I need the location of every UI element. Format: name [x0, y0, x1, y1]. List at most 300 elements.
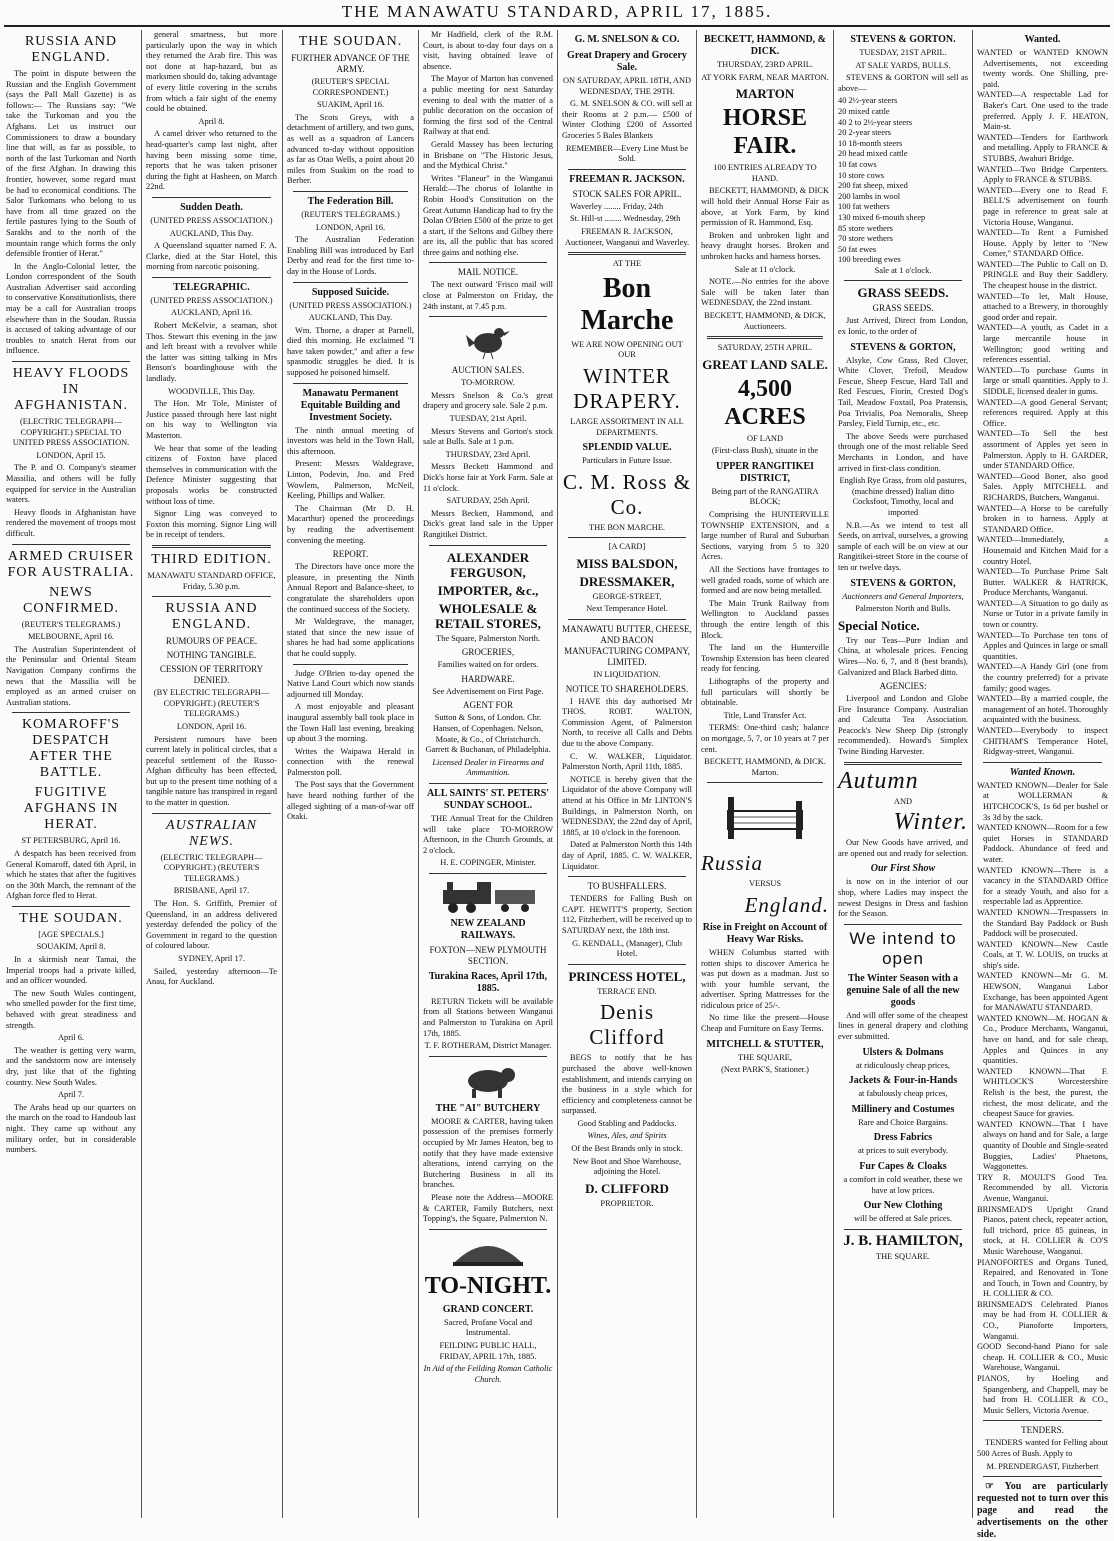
- column-5: [562, 30, 692, 1518]
- divider: [429, 783, 547, 784]
- headline: REPORT.: [332, 549, 369, 560]
- ad-text: M. PRENDERGAST, Fitzherbert: [986, 1461, 1099, 1471]
- ad-text: Comprising the HUNTERVILLE TOWNSHIP EXTENSION, and a large number of Rural and Suburban Sections, varying from 5 to 320 Acres.: [701, 510, 829, 562]
- ad-text: Sacred, Profane Vocal and Instrumental.: [443, 1317, 533, 1338]
- sale-date: TUESDAY, 21st April.: [449, 414, 527, 424]
- column-8: [977, 30, 1109, 1541]
- acres-title: 4,500 ACRES: [724, 375, 806, 430]
- ad-text: C. W. WALKER, Liquidator. Palmerston North, April 11th, 1885.: [562, 751, 692, 772]
- ad-text: SATURDAY, 25TH APRIL.: [717, 343, 813, 353]
- article-paragraph: The point in dispute between the Russian and the English Government (says the Pall Mall Gazette) is as follows:— The Russians say: "We take the Turkoman and you the Afghans. Let us instruct our Commissioners to draw a boundary line that will, as far as possible, to north of the last Turkoman and North of the first Afghan. In drawing this frontier, however, some regard must be had to economical conditions. The Salor Turkomans who belong to us have from all time grazed on the fertile pastures lying to the South of Sarakhs and to the north of the mountain range which forms the only defensible frontier of Herat.": [6, 69, 136, 259]
- headline: GROCERIES,: [461, 647, 515, 658]
- divider: [429, 1229, 547, 1230]
- divider: [429, 1056, 547, 1057]
- ad-text: TERRACE END.: [597, 986, 657, 996]
- stock-item: 20 2-year steers: [838, 128, 892, 138]
- special-notice-title: Special Notice.: [838, 617, 920, 633]
- balsdon-name: MISS BALSDON,: [576, 555, 678, 571]
- sale-date: SATURDAY, 25th April.: [446, 496, 530, 506]
- article-paragraph: The P. and O. Company's steamer Massilia, and others will be fully equipped for service in the Australian waters.: [6, 463, 136, 505]
- masthead-rule: [4, 25, 1110, 27]
- clifford-title: Denis Clifford: [589, 1000, 665, 1050]
- ad-text: LARGE ASSORTMENT IN ALL DEPARTMENTS.: [570, 416, 684, 437]
- divider: [568, 876, 686, 877]
- ad-text: THE BON MARCHE.: [588, 522, 666, 532]
- column-2: [146, 30, 277, 1518]
- wanted-known-ad: WANTED KNOWN—Room for a few quiet Horses in STANDARD Paddock. Abundance of feed and water.: [977, 823, 1108, 864]
- stock-list: [838, 96, 968, 266]
- ad-text: THE SQUARE.: [876, 1251, 930, 1261]
- headline: SPLENDID VALUE.: [582, 442, 672, 454]
- ad-text: No time like the present—House Cheap and Furniture on Easy Terms.: [701, 1013, 829, 1034]
- wanted-ad: WANTED or WANTED KNOWN Advertisements, not exceeding twenty words. One Shilling, pre-paid.: [977, 48, 1108, 89]
- headline: MITCHELL & STUTTER,: [706, 1038, 824, 1050]
- headline: Our First Show: [870, 863, 936, 875]
- dateline: BRISBANE, April 17.: [173, 886, 250, 896]
- wanted-ad: WANTED—To Purchase ten tons of Apples and Quinces in large or small quantities.: [977, 630, 1108, 661]
- ad-text: TERMS: One-third cash; balance on mortgage, 5, 7, or 10 years at 7 per cent.: [701, 723, 829, 754]
- stock-item: 100 breeding ewes: [838, 255, 901, 265]
- clifford-sign: D. CLIFFORD: [585, 1180, 669, 1196]
- ad-text: 100 ENTRIES ALREADY TO HAND.: [713, 163, 817, 183]
- wanted-ad: WANTED—To Sell the best assortment of Apples yet seen in Palmerston. Apply to H. GARDER, under STANDARD Office.: [977, 429, 1108, 471]
- ad-text: Sale at 1 o'clock.: [874, 265, 932, 275]
- article-paragraph: Signor Ling was conveyed to Foxton this morning. Signor Ling will be in receipt of tenders.: [146, 509, 277, 540]
- headline: Manawatu Permanent Equitable Building and Investment Society.: [300, 387, 401, 423]
- headline: FUGITIVE AFGHANS IN HERAT.: [23, 785, 119, 833]
- divider: [12, 361, 130, 362]
- wanted-ad: WANTED—Two Bridge Carpenters. Apply to FRANCE & STUBBS.: [977, 164, 1108, 185]
- headline: RUSSIA AND ENGLAND.: [165, 601, 258, 633]
- stock-item: 20 head mixed cattle: [838, 149, 908, 159]
- wanted-known-ad: WANTED KNOWN—New Castle Coals, at T. W. LOUIS, on trucks at ship's side.: [977, 939, 1108, 970]
- divider: [12, 906, 130, 907]
- stock-item: 85 store wethers: [838, 223, 893, 233]
- article-paragraph: The Mayor of Marton has convened a public meeting for next Saturday evening to deal with the matter of a public decoration on the occasion of forming the first sod of the Central Railway at that end.: [423, 74, 553, 137]
- headline: AUCTION SALES.: [451, 365, 525, 376]
- wanted-ad: WANTED—To Purchase Prime Salt Butter. WALKER & HATRICK, Produce Merchants, Wanganui.: [977, 567, 1108, 598]
- ad-text: will be offered at Sale prices.: [854, 1214, 952, 1224]
- stock-item: 20 mixed cattle: [838, 106, 890, 116]
- ad-text: NOTE.—No entries for the above Sale will be taken later than WEDNESDAY, the 22nd instant.: [701, 277, 829, 308]
- ad-text: Rare and Choice Bargains.: [858, 1117, 948, 1127]
- stock-item: 50 fat ewes: [838, 244, 877, 254]
- ad-text: Next Temperance Hotel.: [586, 604, 668, 614]
- divider: [12, 712, 130, 713]
- ad-text: H. E. COPINGER, Minister.: [440, 858, 536, 868]
- hotel-name: PRINCESS HOTEL,: [568, 968, 686, 984]
- ad-text: AT YORK FARM, NEAR MARTON.: [701, 72, 829, 82]
- dateline: (REUTER'S SPECIAL CORRESPONDENT.): [311, 77, 390, 97]
- ad-text: In Aid of the Feilding Roman Catholic Church.: [423, 1364, 553, 1384]
- we-intend-title: We intend to open: [849, 928, 957, 968]
- column-3: [287, 30, 414, 1518]
- wanted-known-ad: PIANOFORTES and Organs Tuned, Repaired, and Renovated in Tone and Touch, in Town and Country, by H. COLLIER & CO.: [977, 1257, 1108, 1299]
- wanted-ad: WANTED—The Public to Call on D. PRINGLE and Buy their Saddlery. The cheapest house in the district.: [977, 259, 1108, 291]
- column-4: [423, 30, 553, 1518]
- headline: Our New Clothing: [863, 1200, 943, 1212]
- article-paragraph: Heavy floods in Afghanistan have rendered the movement of troops most difficult.: [6, 507, 136, 538]
- dateline: April 8.: [198, 116, 225, 126]
- headline: Turakina Races, April 17th, 1885.: [428, 970, 548, 994]
- turn-over-notice: [977, 1481, 1108, 1541]
- dateline: MELBOURNE, April 16.: [27, 632, 115, 642]
- headline: Dress Fabrics: [873, 1132, 933, 1144]
- ad-text: Dated at Palmerston North this 14th day of April, 1885. C. W. WALKER, Liquidator.: [562, 840, 692, 871]
- locomotive-icon: [433, 878, 543, 914]
- article-paragraph: The new South Wales contingent, who smelled powder for the first time, behaved with great steadiness and strength.: [6, 988, 136, 1030]
- dateline: LONDON, April 16.: [315, 222, 386, 232]
- ad-text: Try our Teas—Pure Indian and China, at wholesale prices. Fencing Wires—No. 6, 7, and 8 (best brands), Galvanized and Black Barbed ditto.: [838, 635, 968, 677]
- divider: [152, 813, 271, 814]
- headline: RUMOURS OF PEACE.: [165, 636, 258, 647]
- bon-marche-title: Bon Marche: [580, 272, 674, 336]
- ad-text: TENDERS wanted for Felling about 500 Acres of Bush. Apply to: [977, 1438, 1108, 1458]
- dateline: (UNITED PRESS ASSOCIATION.): [150, 215, 273, 225]
- divider: [293, 282, 408, 283]
- wanted-ad: WANTED—Tenders for Earthwork and metalling. Apply to FRANCE & STUBBS, Awahuri Bridge.: [977, 132, 1108, 163]
- dateline: LONDON, April 15.: [36, 450, 106, 460]
- divider: [568, 252, 686, 255]
- article-paragraph: The Hon. S. Griffith, Premier of Queensland, in an address delivered yesterday defended the policy of the Government in regard to the question of coloured labour.: [146, 899, 277, 951]
- russia-title: Russia: [701, 851, 764, 876]
- article-paragraph: Mr Hadfield, clerk of the R.M. Court, is about to-day four days on a visit, having obtained leave of absence.: [423, 30, 553, 71]
- article-paragraph: The Australian Federation Enabling Bill was introduced by Earl Derby and read for the first time to-day in the House of Lords.: [287, 235, 414, 276]
- article-paragraph: The weather is getting very warm, and the sandstorm now are intensely dry, just like that of the fighting country. New South Wales.: [6, 1045, 136, 1087]
- headline: FURTHER ADVANCE OF THE ARMY.: [291, 53, 410, 74]
- wanted-ad: WANTED—A respectable Lad for Baker's Cart. One used to the trade preferred. Apply J. F. HEATON, Main-st.: [977, 90, 1108, 132]
- stock-item: 10 18-month steers: [838, 138, 903, 148]
- headline: AUSTRALIAN NEWS.: [166, 817, 257, 849]
- ad-text: Wines, Ales, and Spirits: [587, 1131, 667, 1141]
- divider: [707, 336, 823, 339]
- ad-text: is now on in the interior of our shop, where Ladies may inspect the newest Designs in Dress and fashion for the Season.: [838, 877, 968, 919]
- divider: [429, 545, 547, 546]
- ad-text: TENDERS for Falling Bush on CAPT. HEWITT'S property, Section 112, Fitzherbert, will be received up to SATURDAY next, the 18th inst.: [562, 894, 692, 935]
- article-paragraph: A despatch has been received from General Komaroff, dated 6th April, in which he states that after the fugitives on the 30th March, the remnant of the Afghan force fled to Herat.: [6, 848, 136, 901]
- article-paragraph: Persistent rumours have been current lately in political circles, that a peaceful settlement of the Russo-Afghan difficulty has been effected, but up to the present time nothing of a tangible nature has transpired in regard to the matter in question.: [146, 734, 277, 808]
- ad-text: Particulars in Future Issue.: [582, 456, 672, 466]
- ad-text: VERSUS: [748, 879, 782, 889]
- divider: [568, 537, 686, 538]
- sale-description: Messrs Snelson & Co.'s great drapery and grocery sale. Sale 2 p.m.: [423, 390, 553, 411]
- article-paragraph: The Arabs head up our quarters on the march on the road to Handoub last night. They came up without any military order, but in considerable numbers.: [6, 1102, 136, 1155]
- ad-text: The above Seeds were purchased through one of the most reliable Seed Merchants in London, and have arrived in first-class condition.: [838, 431, 968, 473]
- column-6: [701, 30, 829, 1518]
- ad-text: THE SQUARE,: [738, 1052, 792, 1062]
- article-paragraph: Sailed, yesterday afternoon—Te Anau, for Auckland.: [146, 966, 277, 987]
- ad-text: T. F. ROTHERAM, District Manager.: [424, 1041, 552, 1051]
- divider: [152, 277, 271, 278]
- divider: [844, 924, 962, 925]
- dateline: WOODVILLE, This Day.: [168, 386, 255, 396]
- wanted-known-ad: WANTED KNOWN—Mr G. M. HEWSON, Wanganui Labor Exchange, has been appointed Agent for MANAWATU STANDARD.: [977, 971, 1108, 1013]
- headline: The Federation Bill.: [307, 195, 394, 207]
- headline: THE "AI" BUTCHERY: [435, 1102, 541, 1114]
- ad-text: NOTICE is hereby given that the Liquidator of the above Company will attend at his Office in Mr LINTON'S Buildings, in Palmerston North, on WEDNESDAY, the 22nd day of April, 1885, at 10 o'clock in the forenoon.: [562, 774, 692, 837]
- ad-text: The land on the Hunterville Township Extension has been cleared ready for fencing.: [701, 643, 829, 674]
- wanted-ad: WANTED—To purchase Gums in large or small quantities. Apply to J. SIDDLE, licensed dealer in gums.: [977, 365, 1108, 396]
- ad-text: Title, Land Transfer Act.: [723, 710, 807, 720]
- land-sale-title: GREAT LAND SALE.: [702, 356, 828, 372]
- headline: THE SOUDAN.: [298, 34, 403, 49]
- article-paragraph: A camel driver who returned to the head-quarter's camp last night, after having been missing some time, reports that he was taken prisoner during the fight at Hasheen, on March 22nd.: [146, 129, 277, 192]
- wanted-known-ad: WANTED KNOWN—Dealer for Sale at WOLLERMAN & HITCHCOCK'S, 1s 6d per bushel or 3s 3d by the sack.: [977, 780, 1108, 822]
- article-paragraph: A Queensland squatter named F. A. Clarke, died at the Star Hotel, this morning from narcotic poisoning.: [146, 241, 277, 272]
- column-divider: [141, 30, 142, 1518]
- ad-text: N.B.—As we intend to test all Seeds, on arrival, ourselves, a growing sample of each will be on view at our Rangitikei-street Store in the course of ten or twelve days.: [838, 520, 968, 572]
- wanted-ad: WANTED—Good Boner, also good Sales. Apply MITCHELL and RICHARDS, Butchers, Wanganui.: [977, 471, 1108, 502]
- column-divider: [418, 30, 419, 1518]
- headline: NEW ZEALAND RAILWAYS.: [450, 917, 526, 941]
- headline: CESSION OF TERRITORY DENIED.: [159, 664, 264, 686]
- headline: ARMED CRUISER FOR AUSTRALIA.: [7, 548, 135, 580]
- ad-text: And will offer some of the cheapest lines in general drapery and clothing ever submitted.: [838, 1010, 968, 1041]
- autumn-title: Autumn: [838, 767, 919, 794]
- ad-text: AND: [893, 796, 913, 806]
- winter-title: Winter.: [893, 809, 968, 836]
- dateline: SUAKIM, April 16.: [316, 100, 384, 110]
- headline: Great Drapery and Grocery Sale.: [567, 50, 687, 73]
- headline: AGENT FOR: [462, 700, 514, 711]
- divider: [429, 262, 547, 263]
- ad-text: Sale at 11 o'clock.: [734, 264, 796, 274]
- hamilton-name: J. B. HAMILTON,: [843, 1232, 963, 1249]
- wanted-known-list: [977, 781, 1108, 1417]
- headline: Rise in Freight on Account of Heavy War Risks.: [702, 921, 828, 945]
- wanted-known-ad: BRINSMEAD'S Celebrated Pianos may be had from H. COLLIER & CO., Pianoforte Importers, Wanganui.: [977, 1299, 1108, 1341]
- wanted-ad: WANTED—A Situation to go daily as Nurse or Tutor in a private family in town or country.: [977, 598, 1108, 630]
- dateline: (UNITED PRESS ASSOCIATION.): [289, 300, 412, 310]
- ad-text: Just Arrived, Direct from London, ex Ionic, to the order of: [838, 316, 968, 337]
- headline: TELEGRAPHIC.: [173, 281, 250, 293]
- ad-text: G. KENDALL, (Manager), Club Hotel.: [572, 938, 682, 959]
- horse-fair-title: HORSE FAIR.: [722, 105, 808, 160]
- ad-text: Of the Best Brands only in stock.: [571, 1144, 683, 1154]
- ad-text: Licensed Dealer in Firearms and Ammunition.: [432, 757, 544, 778]
- marton-title: MARTON: [735, 86, 795, 102]
- dateline: SYDNEY, April 17.: [178, 954, 245, 963]
- headline: NOTICE TO SHAREHOLDERS.: [565, 683, 689, 694]
- headline: GRAND CONCERT.: [442, 1303, 534, 1315]
- stock-item: 70 store wethers: [838, 234, 893, 244]
- dateline: (UNITED PRESS ASSOCIATION.): [150, 295, 273, 305]
- ferguson-title: IMPORTER, &c.,: [437, 582, 539, 598]
- divider: [152, 197, 271, 198]
- headline: GRASS SEEDS.: [872, 303, 934, 314]
- dateline: April 6.: [57, 1033, 85, 1043]
- article-paragraph: Writes the Waipawa Herald in connection with the renewal Palmerston poll.: [287, 746, 414, 777]
- dateline: SOUAKIM, April 8.: [36, 942, 106, 952]
- headline: STOCK SALES FOR APRIL.: [572, 188, 682, 199]
- ad-text: FEILDING PUBLIC HALL, FRIDAY, APRIL 17th, 1885.: [439, 1340, 537, 1361]
- headline: HEAVY FLOODS IN AFGHANISTAN.: [12, 366, 130, 414]
- divider: [983, 762, 1102, 763]
- dateline: LONDON, April 16.: [176, 721, 247, 731]
- headline: The Winter Season with a genuine Sale of all the new goods: [846, 972, 960, 1008]
- ad-text: English Rye Grass, from old pastures, (machine dressed) Italian ditto Cocksfoot, Timothy, local and imported: [839, 476, 967, 517]
- headline: FOXTON—NEW PLYMOUTH SECTION.: [429, 944, 547, 966]
- column-divider: [972, 30, 973, 1518]
- headline: ALL SAINTS' ST. PETERS' SUNDAY SCHOOL.: [426, 787, 550, 811]
- headline: RUSSIA AND ENGLAND.: [24, 34, 118, 65]
- ad-text: Good Stabling and Paddocks.: [577, 1118, 677, 1128]
- headline: MANAWATU BUTTER, CHEESE, AND BACON MANUFACTURING COMPANY, LIMITED.: [562, 624, 692, 668]
- ad-text: OF LAND: [746, 433, 784, 443]
- article-paragraph: The next outward 'Frisco mail will close at Palmerston on Friday, the 24th instant, at 7.45 p.m.: [423, 280, 553, 311]
- article-paragraph: The Chairman (Mr D. H. Macarthur) opened the proceedings by reading the advertisement convening the meeting.: [287, 503, 414, 545]
- ad-text: REMEMBER—Every Line Must be Sold.: [565, 143, 689, 164]
- article-paragraph: Mr Waldegrave, the manager, stated that since the new issue of shares he had had some applications that he could supply.: [287, 617, 414, 658]
- pointing-hand-icon: ☞: [985, 1481, 1005, 1493]
- ad-text: MOORE & CARTER, having taken possession of the premises formerly occupied by Mr James Heaton, beg to notify that they have made extensive alterations, intend carrying on the Butchering Business in all its branches.: [423, 1116, 553, 1190]
- dateline: ST PETERSBURG, April 16.: [21, 836, 121, 846]
- bed-illustration-icon: [720, 787, 810, 847]
- dateline: (ELECTRIC TELEGRAPH—COPYRIGHT.) (REUTER'S TELEGRAMS.): [160, 852, 263, 883]
- article-paragraph: The Scots Greys, with a detachment of artillery, and two guns, as well as a squadron of Lancers advanced to-day without opposition as far as Otao Wells, a point about 20 miles from Suakim on the road to Berber.: [287, 112, 414, 186]
- sale-description: Messrs Beckett, Hammond, and Dick's great land sale in the Upper Rangitikei District.: [423, 508, 553, 539]
- ad-text: Auctioneers and General Importers,: [842, 591, 964, 601]
- divider: [707, 782, 823, 783]
- dateline: April 7.: [57, 1090, 85, 1100]
- column-divider: [282, 30, 283, 1518]
- article-paragraph: Present: Messrs Waldegrave, Linton, Podevin, Jno. and Fred Wowlem, Palmerson, McNeil, Keeling, Phillips and Walker.: [287, 459, 414, 501]
- wanted-known-ad: TRY R. MOULT'S Good Tea. Recommended by all. Victoria Avenue, Wanganui.: [977, 1172, 1108, 1203]
- headline: HARDWARE.: [461, 673, 515, 684]
- headline: STEVENS & GORTON,: [850, 341, 956, 353]
- masthead: THE MANAWATU STANDARD, APRIL 17, 1885.: [341, 2, 773, 21]
- ferguson-name: ALEXANDER FERGUSON,: [446, 549, 530, 580]
- headline: FREEMAN R. JACKSON.: [569, 173, 685, 185]
- headline: STEVENS & GORTON,: [850, 577, 956, 589]
- headline: Wanted Known.: [1009, 766, 1076, 778]
- divider: [844, 1229, 962, 1230]
- dateline: [AGE SPECIALS.]: [38, 929, 104, 939]
- stock-item: 10 store cows: [838, 170, 885, 180]
- ad-text: STEVENS & GORTON will sell as above—: [838, 73, 968, 93]
- ad-text: PROPRIETOR.: [600, 1198, 654, 1208]
- headline: AGENCIES:: [879, 681, 927, 692]
- article-paragraph: Wm. Thorne, a draper at Parnell, died this morning. He exclaimed "I have taken powder," and after a few spasmodic struggles he died. It is supposed he poisoned himself.: [287, 325, 414, 378]
- article-paragraph: In the Anglo-Colonial letter, the London correspondent of the South Australian Advertiser said according to conservative Konstitutionlists, there may be a call for Australian troops elsewhere than in the Soudan. Russia is accused of taking advantage of our troubles to snatch Herat from our influence.: [6, 261, 136, 356]
- dateline: MANAWATU STANDARD OFFICE, Friday, 5.30 p.m.: [147, 570, 276, 591]
- wanted-ad: WANTED—Every one to Read F. BELL'S advertisement on fourth page in reference to great sale at Victoria House, Wanganui.: [977, 185, 1108, 227]
- divider: [152, 596, 271, 597]
- ad-text: Broken and unbroken light and heavy draught horses. Broken and unbroken hacks and harness horses.: [701, 230, 829, 261]
- ferguson-address: The Square, Palmerston North.: [436, 633, 540, 643]
- headline: BECKETT, HAMMOND, & DICK.: [703, 34, 827, 57]
- divider: [12, 544, 130, 545]
- headline: Sudden Death.: [180, 201, 243, 213]
- stock-item: 130 mixed 6-mouth sheep: [838, 212, 926, 222]
- article-paragraph: The ninth annual meeting of investors was held in the Town Hall, this afternoon.: [287, 425, 414, 456]
- ad-text: at fabulously cheap prices,: [858, 1089, 948, 1099]
- divider: [844, 762, 962, 765]
- concert-banner-icon: [448, 1234, 528, 1268]
- ad-text: New Boot and Shoe Warehouse, adjoining the Hotel.: [572, 1156, 682, 1177]
- column-divider: [833, 30, 834, 1518]
- ad-text: a comfort in cold weather, these we have at low prices.: [843, 1174, 963, 1195]
- article-paragraph: The Hon. Mr Tole, Minister of Justice passed through here last night on his way to Wellington via Masterton.: [146, 399, 277, 440]
- ad-text: Please note the Address—MOORE & CARTER, Family Butchers, next Topping's, the Square, Palmerston N.: [423, 1193, 553, 1224]
- divider: [293, 664, 408, 665]
- ad-text: AT SALE YARDS, BULLS.: [855, 60, 951, 70]
- ad-text: FREEMAN R. JACKSON, Auctioneer, Wanganui and Waverley.: [564, 226, 690, 247]
- article-paragraph: general smartness, but more particularly upon the way in which they returned the Arab fire. This was not done at hap-hazard, but as marksmen should do, taking advantage of every little covering in the scrubs from which a fair sight of the enemy could be obtained.: [146, 30, 277, 114]
- wanted-ad: WANTED—To let, Malt House, attached to a Brewery, in thoroughly good order and repair.: [977, 291, 1108, 322]
- wanted-known-ad: PIANOS, by Hoeling and Spangenberg, and Chappell, may be had from H. COLLIER & CO., Music Sellers, Victoria Avenue.: [977, 1374, 1108, 1415]
- ad-text: Sutton & Sons, of London. Chr. Hansen, of Copenhagen. Nelson, Moate, & Co., of Christchurch. Garrett & Buchanan, of Philadelphia.: [425, 713, 551, 755]
- headline: UPPER RANGITIKEI DISTRICT,: [715, 460, 815, 484]
- turn-over-text: You are particularly requested not to turn over this page and read the advertisements on the other side.: [977, 1481, 1109, 1541]
- ad-text: BECKETT, HAMMOND, & DICK. Marton.: [704, 757, 826, 777]
- ad-text: RETURN Tickets will be available from all Stations between Wanganui and Palmerston to Turakina on April 17th, 1885.: [423, 996, 553, 1038]
- ad-text: at prices to suit everybody.: [858, 1146, 948, 1156]
- ad-text: G. M. SNELSON & CO. will sell at their Rooms at 2 p.m.— £500 of Winter Clothing £200 of Assorted Groceries 5 Bales Blankets: [562, 99, 692, 140]
- wanted-known-ad: BRINSMEAD'S Upright Grand Pianos, patent check, repeater action, full trichord, price 85 guineas, in stock, at H. COLLIER & CO'S Music Warehouse, Wanganui.: [977, 1204, 1108, 1256]
- headline: STEVENS & GORTON.: [850, 34, 956, 45]
- article-paragraph: The Australian Superintendent of the Peninsular and Oriental Steam Navigation Company confirms the news that the Massilia will be employed as an armed cruiser on Australian stations.: [6, 644, 136, 707]
- ferguson-stores: WHOLESALE & RETAIL STORES,: [435, 600, 541, 631]
- stock-item: 40 2½-year steers: [838, 96, 898, 106]
- article-paragraph: The Post says that the Government have heard nothing further of the alleged sighting of a man-of-war off Otaki.: [287, 780, 414, 822]
- ad-text: IN LIQUIDATION.: [593, 670, 661, 680]
- ad-text: Liverpool and London and Globe Fire Insurance Company. Australian and Calcutta Tea Association. Peacock's New Sheep Dip (strongly recommended). Howard's Simplex Twine Binding Harvester.: [838, 694, 968, 757]
- wanted-known-ad: WANTED KNOWN—M. HOGAN & Co., Produce Merchants, Wanganui, have on hand, and for sale cheap, Apples and Quinces in any quantities.: [977, 1013, 1108, 1066]
- stock-item: 200 lambs in wool: [838, 191, 901, 201]
- wanted-known-ad: GOOD Second-hand Piano for sale cheap. H. COLLIER & CO., Music Warehouse, Wanganui.: [977, 1342, 1108, 1373]
- ad-text: BECKETT, HAMMOND, & DICK, Auctioneers.: [704, 310, 826, 331]
- headline: Supposed Suicide.: [311, 286, 390, 298]
- bull-icon: [458, 1061, 518, 1099]
- wanted-ad: WANTED—Immediately, a Housemaid and Kitchen Maid for a country Hotel.: [977, 535, 1108, 566]
- divider: [568, 169, 686, 170]
- headline: Millinery and Costumes: [851, 1103, 955, 1115]
- article-paragraph: We hear that some of the leading citizens of Foxton have placed themselves in communication with the Defence Minister suggesting that proposals works be constructed without loss of time.: [146, 443, 277, 506]
- dateline: (REUTER'S TELEGRAMS.): [301, 209, 400, 219]
- ad-text: BEGS to notify that he has purchased the above well-known establishment, and intends carrying on the business in a style which for efficiency and completeness cannot be surpassed.: [562, 1053, 692, 1116]
- wanted-ad: WANTED—Everybody to inspect CHITHAM'S Temperance Hotel, Ridgway-street, Wanganui.: [977, 726, 1108, 757]
- article-paragraph: Writes "Flaneur" in the Wanganui Herald:—The chorus of Iolanthe in Robin Hood's Constitution on the Great Autumn Handicap had to fry the Dolan O'Brien £500 of the prize to get a start, if the Seltons and Gilbey there are its, all the public that has scored three gains and nothing else.: [423, 173, 553, 257]
- column-1: [6, 30, 136, 1518]
- divider: [568, 619, 686, 620]
- headline: Ulsters & Dolmans: [862, 1046, 944, 1058]
- divider: [429, 873, 547, 874]
- ad-text: The Main Trunk Railway from Wellington to Auckland passes through the entire length of this Block.: [701, 598, 829, 640]
- dateline: (REUTER'S TELEGRAMS.): [21, 619, 121, 629]
- article-paragraph: Judge O'Brien to-day opened the Native Land Court which now stands adjourned till Monday.: [287, 668, 414, 699]
- wanted-known-ad: WANTED KNOWN—Trespassers in the Standard Bay Paddock or Bush Paddock will be prosecuted.: [977, 907, 1108, 939]
- divider: [152, 545, 271, 548]
- divider: [844, 280, 962, 281]
- ad-text: Waverley ........ Friday, 24th: [570, 201, 664, 211]
- headline: G. M. SNELSON & CO.: [574, 34, 680, 45]
- headline: MAIL NOTICE.: [457, 267, 519, 278]
- ad-text: Alsyke, Cow Grass, Red Clover, White Clover, Trefoil, Meadow Fescue, Sheep Fescue, Hard Tall and Red Fescues, Fiorin, Crested Dog's Tail, Meadow Foxtail, Poa Pratensis, Poa Trivialis, Poa Nemoralis, Sheep Parsley, Field Turnip, etc., etc.: [838, 355, 968, 429]
- sale-description: Messrs Beckett Hammond and Dick's horse fair at York Farm. Sale at 11 o'clock.: [423, 462, 553, 493]
- wanted-ad: WANTED—By a married couple, the management of an hotel. Thoroughly acquainted with the business.: [977, 694, 1108, 725]
- sale-date: THURSDAY, 23rd April.: [445, 449, 531, 459]
- wanted-ad: WANTED—A Handy Girl (one from the country preferred) for a private family; good wages.: [977, 662, 1108, 693]
- ad-text: THURSDAY, 23RD APRIL.: [717, 60, 813, 69]
- dateline: AUCKLAND, This Day.: [169, 228, 254, 238]
- article-paragraph: Robert McKelvie, a seaman, shot Thos. Stewart this evening in the jaw and left breast with a revolver while the latter was sitting talking in Mrs Benson's boardinghouse with the landlady.: [146, 321, 277, 384]
- divider: [983, 1420, 1102, 1421]
- stock-item: 40 2 to 2½-year steers: [838, 117, 913, 127]
- stock-item: 200 fat sheep, mixed: [838, 181, 908, 191]
- ad-text: (First-class Bush), situate in the: [711, 446, 819, 456]
- stock-item: 10 fat cows: [838, 159, 877, 169]
